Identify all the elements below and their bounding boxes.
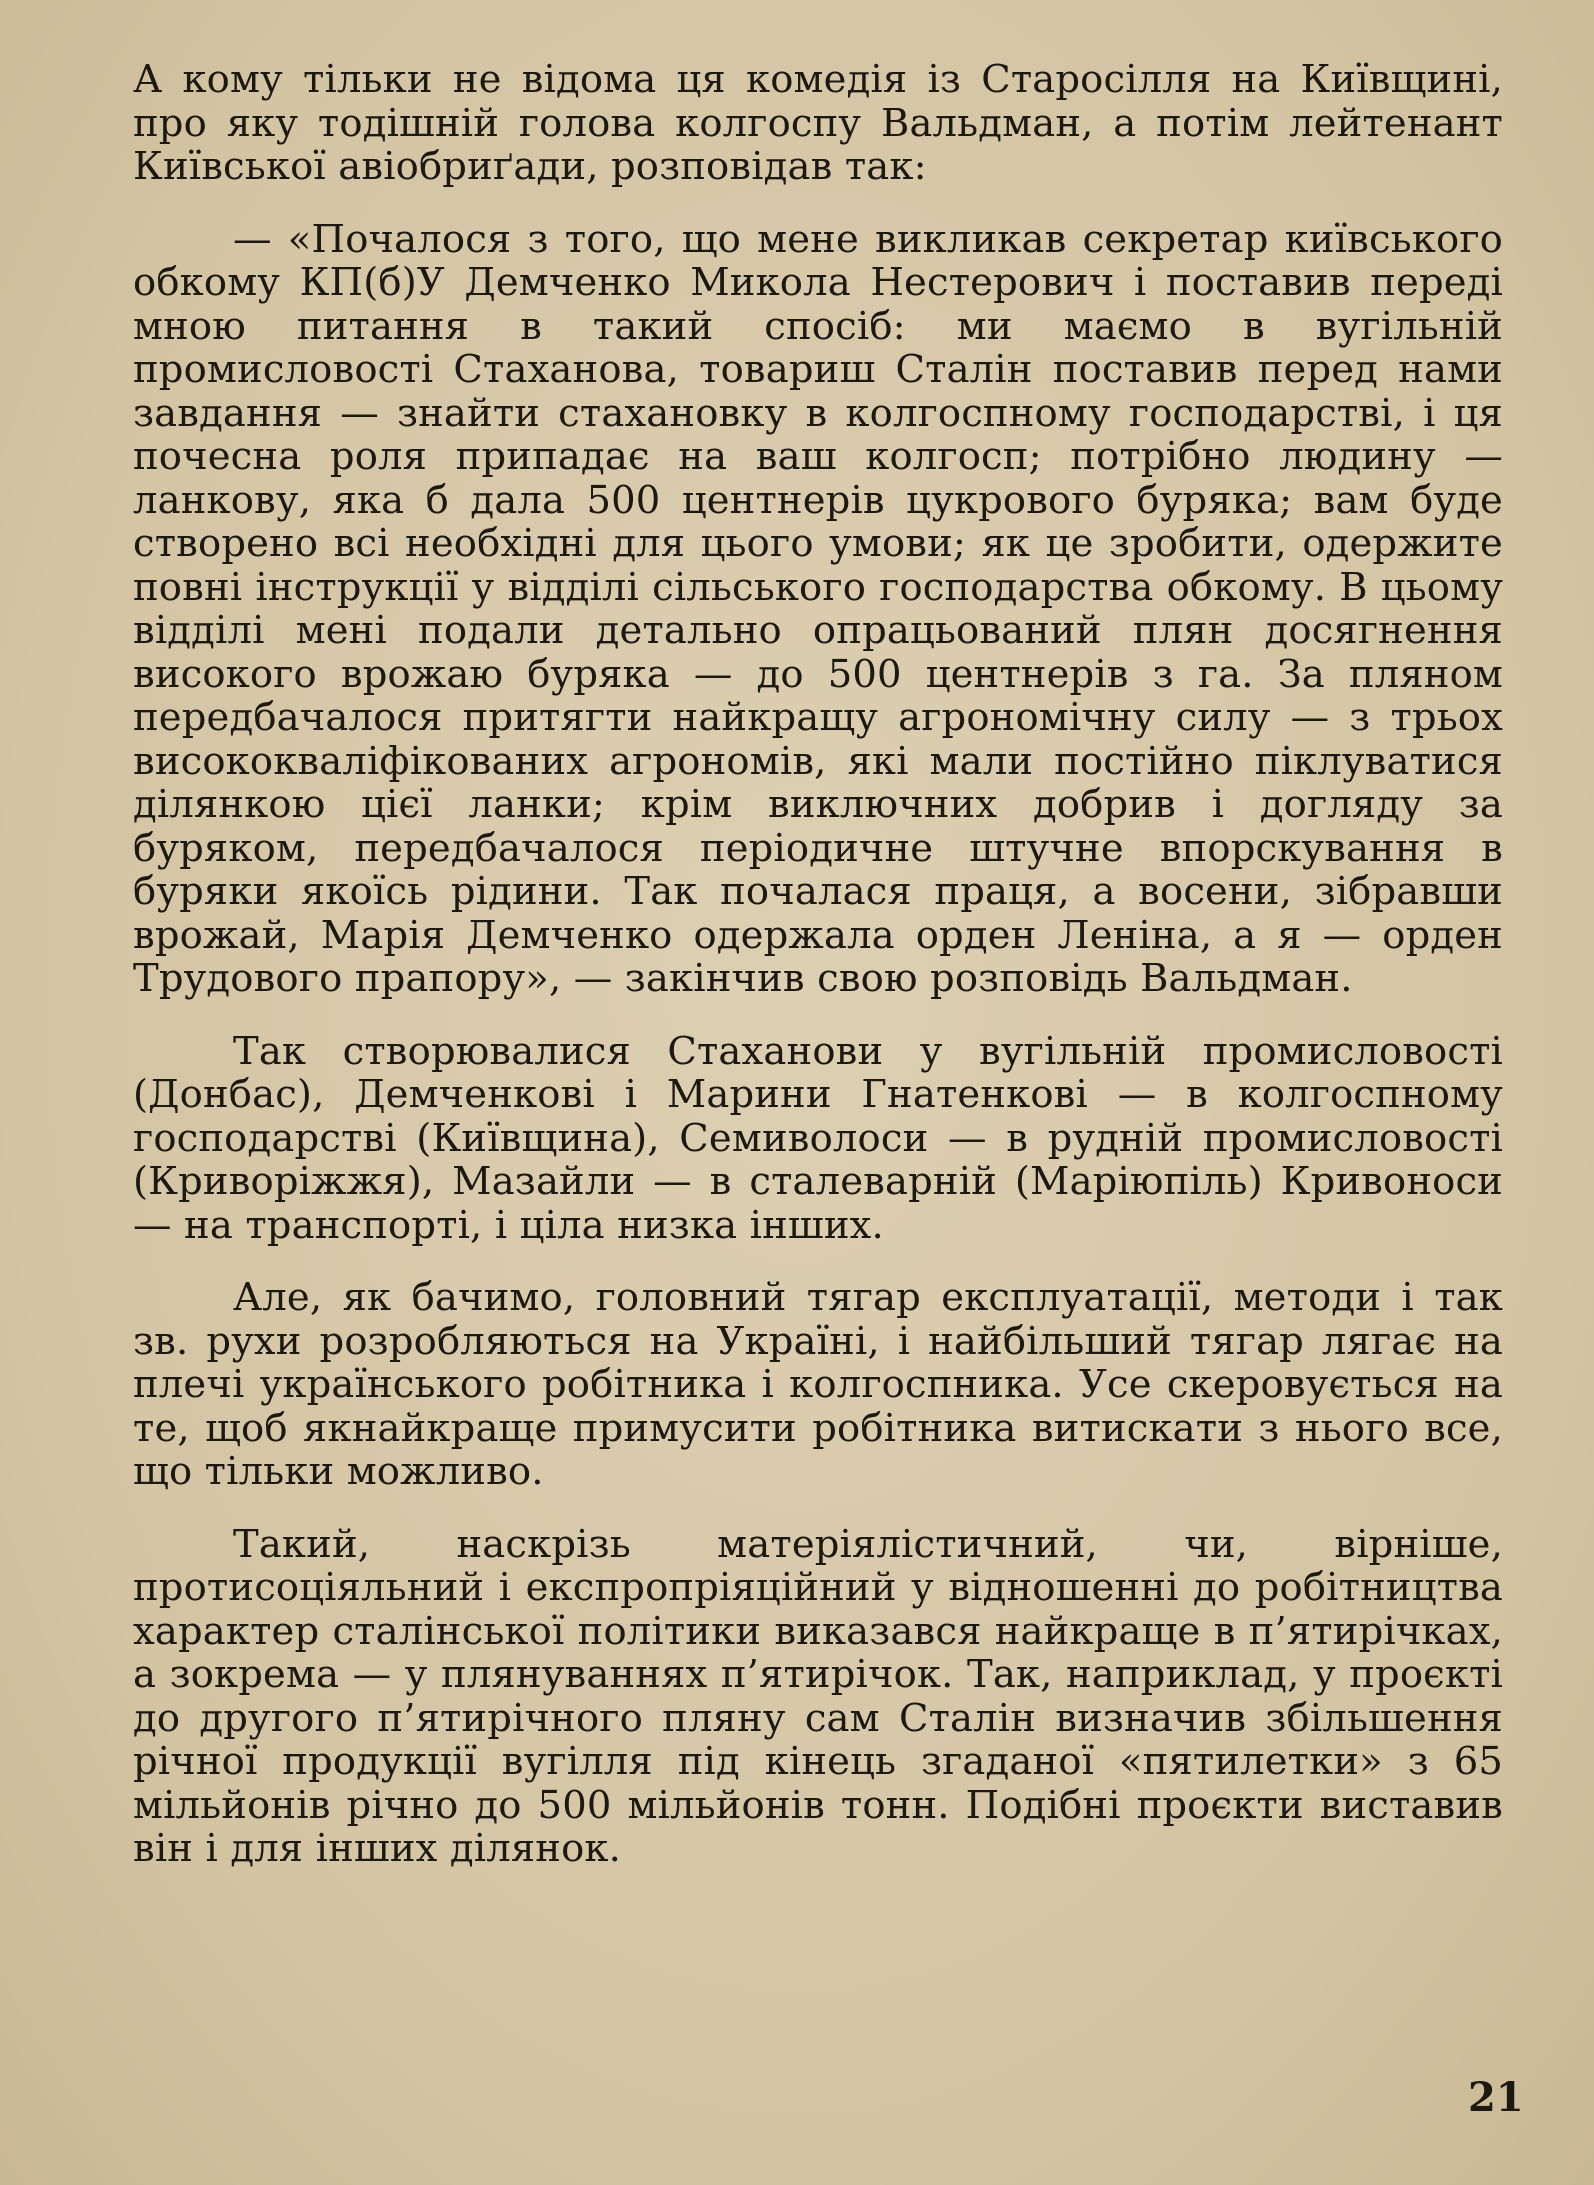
paragraph-intro: А кому тільки не відома ця комедія із Старосілля на Київщині, про яку тодішній голова колгоспу Вальдман, а потім лейтенант Київської авіобриґади, розповідав так: — [133, 57, 1503, 189]
paragraph-quote: — «Почалося з того, що мене викликав секретар київського обкому КП(б)У Демченко Микола Нестерович і поставив переді мною питання в такий спосіб: ми маємо в вугільній промисловості Стаханова, товариш Сталін поставив перед нами завдання — знайти стахановку в колгоспному господарстві, і ця почесна роля припадає на ваш колгосп; потрібно людину — ланкову, яка б дала 500 центнерів цукрового буряка; вам буде створено всі необхідні для цього умови; як це зробити, одержите повні інструкції у відділі сільського господарства обкому. В цьому відділі мені подали детально опрацьований плян досягнення високого врожаю буряка — до 500 центнерів з га. За пляном передбачалося притягти найкращу агрономічну силу — з трьох висококваліфікованих агрономів, які мали постійно піклуватися ділянкою цієї ланки; крім виключних добрив і догляду за буряком, передбачалося періодичне штучне впорскування в буряки якоїсь рідини. Так почалася праця, а восени, зібравши врожай, Марія Демченко одержала орден Леніна, а я — орден Трудового прапору», — закінчив свою розповідь Вальдман. — [133, 216, 1503, 1001]
paragraph-exploitation: Але, як бачимо, головний тягар експлуатації, методи і так зв. рухи розробляються на Україні, і найбільший тягар лягає на плечі українського робітника і колгоспника. Усе скеровується на те, щоб якнайкраще примусити робітника витискати з нього все, що тільки можливо. — [133, 1275, 1503, 1494]
paragraph-five-year-plans: Такий, наскрізь матеріялістичний, чи, вірніше, протисоціяльний і експропріяційний у відношенні до робітництва характер сталінської політики виказався найкраще в п’ятирічках, а зокрема — у плянуваннях п’ятирічок. Так, наприклад, у проєкті до другого п’ятирічного пляну сам Сталін визначив збільшення річної продукції вугілля під кінець згаданої «пятилетки» з 65 мільйонів річно до 500 мільйонів тонн. Подібні проєкти виставив він і для інших ділянок. — [133, 1521, 1503, 1871]
page-number: 21 — [1468, 2074, 1524, 2121]
paragraph-stakhanovites: Так створювалися Стаханови у вугільній промисловості (Донбас), Демченкові і Марини Гнатенкові — в колгоспному господарстві (Київщина), Семиволоси — в рудній промисловості (Криворіжжя), Мазайли — в сталеварній (Маріюпіль) Кривоноси — на транспорті, і ціла низка інших. — [133, 1028, 1503, 1248]
body-text — [133, 58, 1503, 1871]
